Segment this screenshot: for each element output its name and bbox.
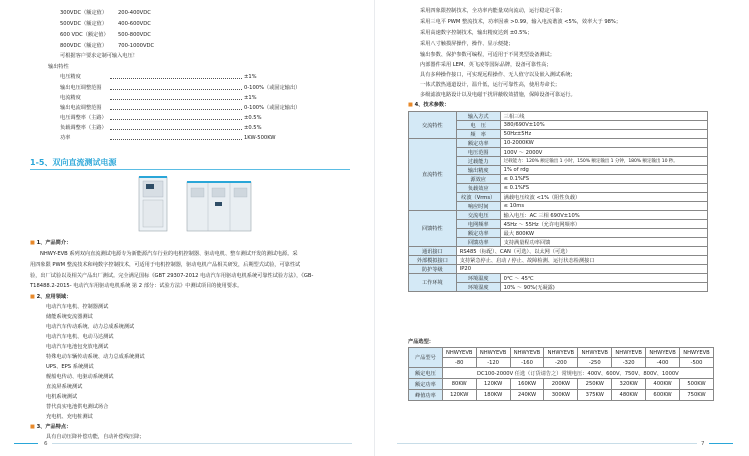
row-value: 10-2000KW [500,139,707,148]
app-item: 特殊电动车辆传动系统、动力总成系统测试 [46,354,145,360]
page-number: 6 [44,441,48,447]
table-row [409,358,714,368]
app-item: 直流屏系统测试 [46,384,83,390]
row-value: 最大 800KW [500,229,707,238]
footer-rule [397,443,697,444]
voltage-range-row: 800VDC（额定值） 700-1000VDC [60,43,155,49]
row-label: 防护等级 [409,265,457,274]
row-value: 10% ～ 90%(无凝露) [500,283,707,292]
row-value: RS485（标配）、CAN（可选）、以太网（可选） [456,247,707,256]
voltage-note: 可根据客户要求定制可输入电压！ [60,53,138,59]
intro-line: 验，出厂试验以及相关产品出厂测试。完全满足国标《GBT 29307-2012 电动汽车用驱动电机系统可靠性试验方法》，《GB- [30,273,314,279]
row-value: IP20 [456,265,707,274]
cabinet-stripe [187,181,251,183]
product-photo [135,172,255,232]
app-item: 替代真实电池供电测试场合 [46,404,109,410]
app-item: UPS、EPS 系统测试 [46,364,94,370]
feature-item: 具有多种操作接口，可实现远程操作、无人值守以及嵌入测试系统； [420,72,576,78]
table-row [409,139,708,148]
cabinet-stripe [139,176,167,178]
spec-label: 输出电压调整范围 [60,85,102,91]
feature-item: 采用八寸触摸屏操作，操作、显示便捷； [420,41,514,47]
model-bottom: -160 [510,358,544,368]
row-label: 额定功率 [409,379,443,390]
peak-power-cell: 120KW [442,390,476,401]
model-top: NHWYEVB [680,348,714,358]
row-value: 过载能力：120% 额定输出 1 小时，150% 额定输出 1 分钟，180% 额定输出 10 秒。 [500,157,707,166]
page-number: 7 [701,441,705,447]
page-footer [0,441,374,447]
app-item: 电动汽车电机、控制器测试 [46,304,109,310]
row-label: 产品型号 [409,348,443,368]
selection-heading: 产品选型： [408,339,434,345]
row-label: 频 率 [456,130,500,139]
feature-item: 具有自动压降补偿功能，自动补偿线压降； [46,434,145,440]
app-item: 电动汽车电池包充放电测试 [46,344,109,350]
app-item: 舰船电传动、电驱动系统测试 [46,374,114,380]
vent [234,188,247,197]
group-label: 回馈特性 [409,211,457,247]
rated-power-cell: 200KW [544,379,578,390]
model-top: NHWYEVB [544,348,578,358]
table-row [409,390,714,401]
voltage-range-row: 600 VDC（额定值） 500-800VDC [60,32,151,38]
heading-bullet-icon: ■ [30,424,35,430]
intro-heading: ■ 1、产品简介： [30,240,72,246]
app-item: 电动汽车电机、电动马达测试 [46,334,114,340]
model-bottom: -200 [544,358,578,368]
vent [212,188,225,197]
row-label: 环境湿度 [456,283,500,292]
peak-power-cell: 600KW [646,390,680,401]
section-title: 1-5、双向直流测试电源 [30,158,117,167]
row-label: 电网频率 [456,220,500,229]
row-value: 100V ～ 2000V [500,148,707,157]
output-heading: 输出特性 [48,64,69,70]
table-row [409,274,708,283]
leader-dots [110,89,242,90]
model-top: NHWYEVB [510,348,544,358]
vent [191,188,204,197]
rated-power-cell: 120KW [476,379,510,390]
row-label: 输出精度 [456,166,500,175]
footer-rule [52,443,352,444]
row-value: 支持满量程功率回馈 [500,238,707,247]
left-page [0,0,374,456]
row-label: 负载效应 [456,184,500,193]
row-label: 环境温度 [456,274,500,283]
row-label: 响应时间 [456,202,500,211]
rated-power-cell: 80KW [442,379,476,390]
apps-heading: ■ 2、应用领域： [30,294,72,300]
intro-line: NHWY-EVB 系列双向直流测试电源专为新能源汽车行业的电机控制器、驱动电机、整车测试开发的测试电源。采 [40,251,298,257]
row-value: 0℃ ～ 45℃ [500,274,707,283]
spec-label: 负载调整率（主路） [60,125,107,131]
intro-line: T18488.2-2015- 电动汽车用驱动电机系统 第 2 部分：试验方法》中测试项目的使用要求。 [30,283,243,289]
model-top: NHWYEVB [476,348,510,358]
model-bottom: -500 [680,358,714,368]
feature-item: 输出参数、保护参数可编程，可适用于不同类型设备测试； [420,52,555,58]
row-value: 满载电压纹波 <1%（阻性负载） [500,193,707,202]
feature-item: 采用三电平 PWM 整流技术，功率因素 >0.99，输入电流谐波 <5%，效率大于 98%； [420,19,622,25]
model-bottom: -250 [578,358,612,368]
spec-value: 0-100%（或固定输出） [244,105,301,111]
group-label: 交流特性 [409,112,457,139]
row-label: 源效应 [456,175,500,184]
rated-voltage-value: DC100-2000V 任选（订货请告之）常规电压：400V、600V、750V、800V、1000V [442,368,713,379]
rated-power-cell: 160KW [510,379,544,390]
voltage-range-row: 300VDC（额定值） 200-400VDC [60,10,151,16]
table-row [409,265,708,274]
footer-accent-bar [14,443,38,444]
spec-label: 电压调整率（主路） [60,115,107,121]
group-label: 工作环境 [409,274,457,292]
intro-line: 用四象限 PWM 整流技术和纯数字控制技术，可适用于电机控制器，驱动电机产品相关研发，后期型式试验，可靠性试 [30,262,301,268]
voltage-range-row: 500VDC（额定值） 400-600VDC [60,21,151,27]
row-label: 回馈功率 [456,238,500,247]
row-value: 三相三线 [500,112,707,121]
spec-value: 0-100%（或固定输出） [244,85,301,91]
leader-dots [110,139,242,140]
peak-power-cell: 375KW [578,390,612,401]
row-label: 峰值功率 [409,390,443,401]
row-value: 支持紧急停止、启动 / 停止、故障检测、运行状态检测接口 [456,256,707,265]
features-heading: ■ 3、产品特点： [30,424,72,430]
spec-value: ±1% [244,95,257,101]
tech-heading: ■ 4、技术参数： [408,102,450,108]
rated-power-cell: 250KW [578,379,612,390]
tech-spec-table [408,111,708,292]
selection-table [408,347,714,401]
peak-power-cell: 180KW [476,390,510,401]
model-bottom: -320 [612,358,646,368]
feature-item: 采用四象限控制技术，全功率内能量双向流动，运行稳定可靠； [420,8,566,14]
table-row [409,348,714,358]
leader-dots [110,119,242,120]
touch-screen [215,202,222,206]
peak-power-cell: 750KW [680,390,714,401]
feature-item: 采用高速数字控制技术，输出精度达到 ±0.5%； [420,30,533,36]
leader-dots [110,129,242,130]
peak-power-cell: 480KW [612,390,646,401]
row-label: 电压范围 [456,148,500,157]
spec-value: ±0.5% [244,125,262,131]
footer-accent-bar [709,443,733,444]
spec-label: 电压精度 [60,74,81,80]
row-label: 外部模拟接口 [409,256,457,265]
row-value: 50Hz±5Hz [500,130,707,139]
row-value: ≤ 10ms [500,202,707,211]
group-label: 直流特性 [409,139,457,211]
leader-dots [110,99,242,100]
heading-bullet-icon: ■ [408,102,413,108]
row-label: 额定电压 [409,368,443,379]
peak-power-cell: 240KW [510,390,544,401]
row-label: 额定功率 [456,229,500,238]
rated-power-cell: 400KW [646,379,680,390]
peak-power-cell: 300KW [544,390,578,401]
model-bottom: -80 [442,358,476,368]
heading-bullet-icon: ■ [30,240,35,246]
spec-label: 电流精度 [60,95,81,101]
model-top: NHWYEVB [578,348,612,358]
right-page [375,0,749,456]
section-rule [30,169,350,170]
heading-bullet-icon: ■ [30,294,35,300]
app-item: 电机系统测试 [46,394,78,400]
model-top: NHWYEVB [646,348,680,358]
feature-item: 多级滤波电路设计以及电磁干扰屏蔽收效措施，保障设备可靠运行。 [420,92,576,98]
app-item: 充电机、充电桩测试 [46,414,93,420]
feature-item: 一体式散热通道设计，温升低，运行可靠性高，使用寿命长； [420,82,561,88]
spec-label: 功率 [60,135,71,141]
row-label: 通讯接口 [409,247,457,256]
table-row [409,256,708,265]
leader-dots [110,109,242,110]
row-label: 输入方式 [456,112,500,121]
cabinet-door [143,200,163,227]
app-item: 电动汽车传动系统、动力总成系统测试 [46,324,135,330]
row-value: ≤ 0.1%FS [500,184,707,193]
feature-item: 内部器件采用 LEM、英飞凌等国际品牌，设备可靠性高； [420,62,552,68]
row-label: 电 压 [456,121,500,130]
row-value: ≤ 0.1%FS [500,175,707,184]
spec-label: 输出电流调整范围 [60,105,102,111]
spec-value: ±0.5% [244,115,262,121]
row-label: 过载能力 [456,157,500,166]
row-value: 45Hz ～ 55Hz（允许电网频率） [500,220,707,229]
model-top: NHWYEVB [442,348,476,358]
table-row [409,379,714,390]
row-label: 交流电压 [456,211,500,220]
spec-value: ±1% [244,74,257,80]
model-bottom: -120 [476,358,510,368]
model-bottom: -400 [646,358,680,368]
model-top: NHWYEVB [612,348,646,358]
table-row [409,211,708,220]
row-label: 额定功率 [456,139,500,148]
table-row [409,368,714,379]
table-row [409,247,708,256]
table-row [409,112,708,121]
row-value: 1% of rdg [500,166,707,175]
row-value: 380/690V±10% [500,121,707,130]
app-item: 储能系统变流器测试 [46,314,93,320]
spec-value: 1KW-500KW [244,135,276,141]
rated-power-cell: 320KW [612,379,646,390]
row-value: 输入电压：AC 三相 690V±10% [500,211,707,220]
leader-dots [110,78,242,79]
row-label: 纹波（Vrms） [456,193,500,202]
touch-screen [146,184,154,189]
rated-power-cell: 500KW [680,379,714,390]
page-footer [375,441,749,447]
